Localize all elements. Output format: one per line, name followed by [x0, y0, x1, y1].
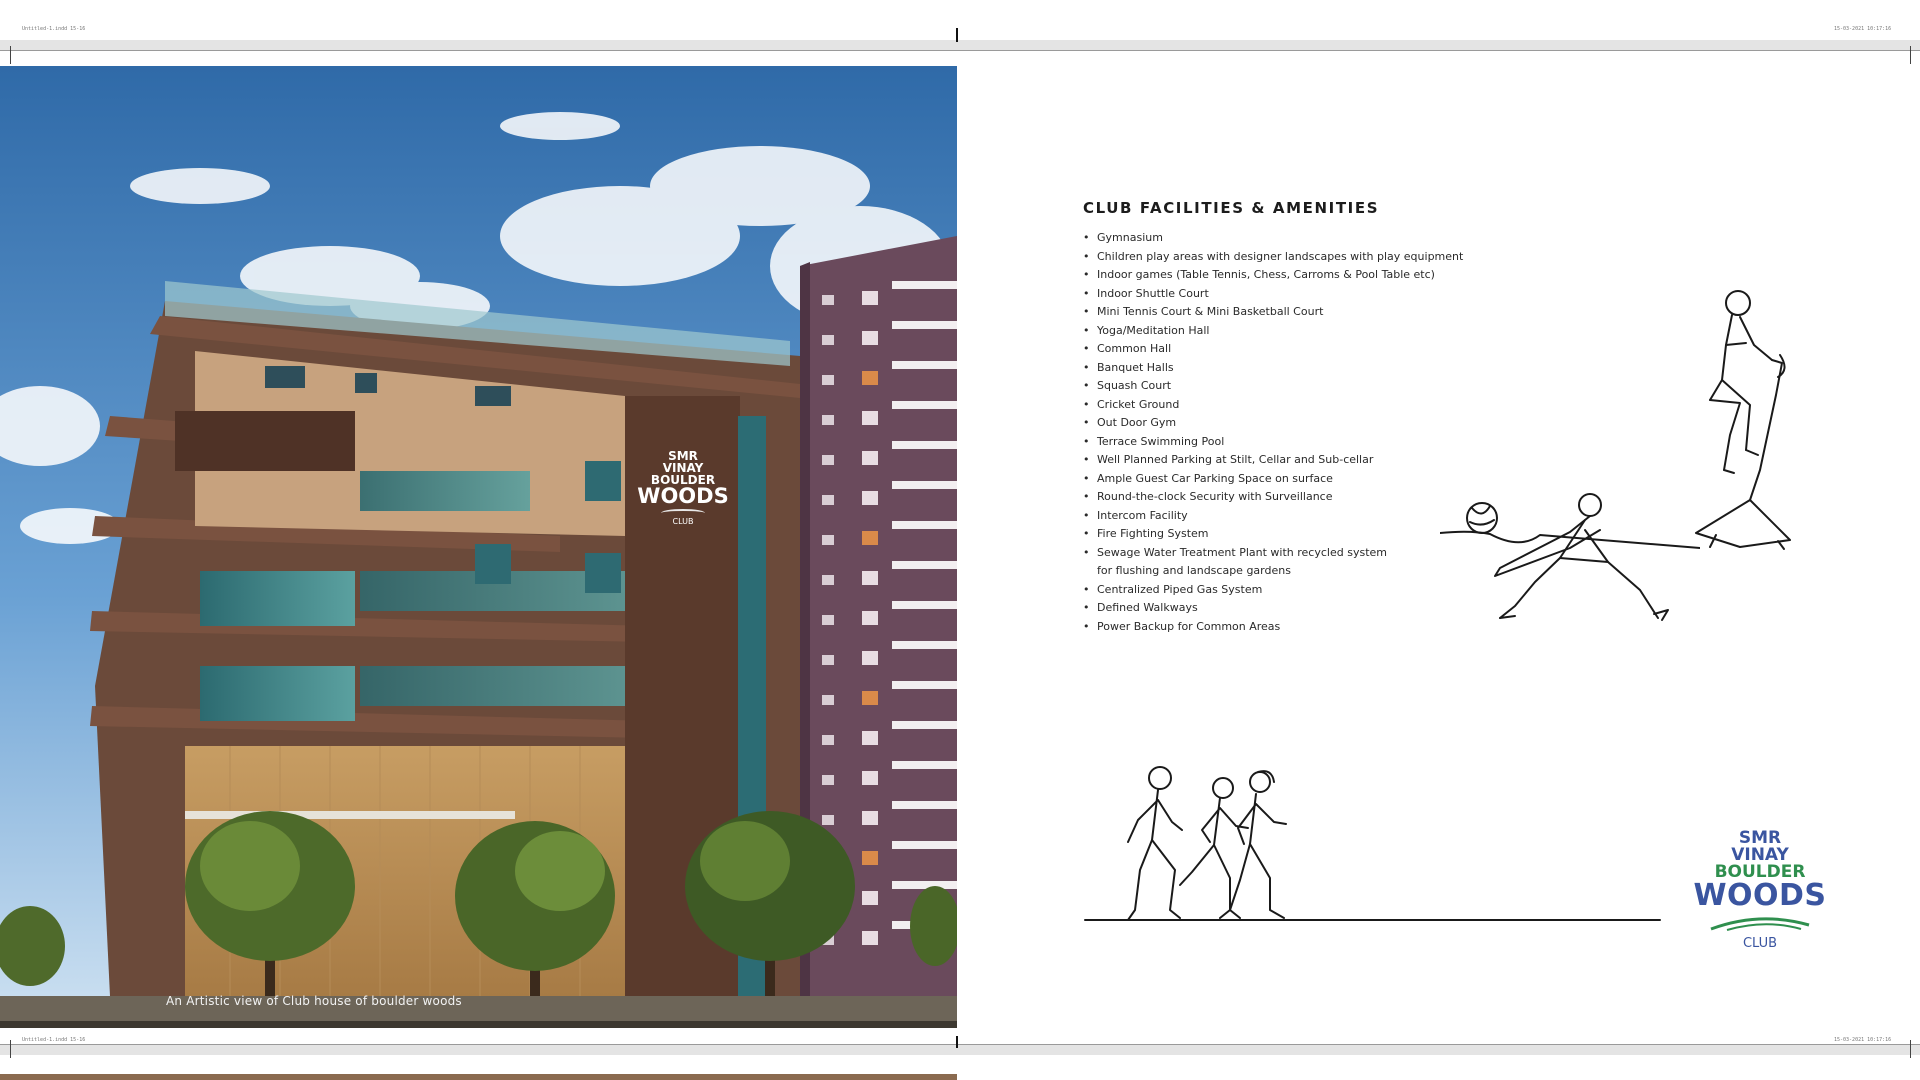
volleyball-player-sketch	[1440, 490, 1700, 650]
edge-mark-left-top	[10, 46, 11, 64]
club-house-rendering	[0, 66, 957, 1028]
tower-window	[822, 575, 834, 585]
tower-balcony	[892, 881, 957, 889]
tower-window	[822, 455, 834, 465]
tower-window	[862, 531, 878, 545]
print-mark-top-left: Untitled-1.indd 15-16	[22, 26, 86, 32]
facility-item: • Out Door Gym	[1083, 414, 1503, 433]
tower-window	[822, 695, 834, 705]
bottom-strip	[0, 1074, 957, 1080]
bottom-trim-band	[0, 1045, 1920, 1055]
building-sign-swoosh	[661, 509, 705, 517]
tower-window	[822, 815, 834, 825]
edge-mark-left-bottom	[10, 1040, 11, 1058]
print-mark-top-right: 15-03-2021 10:17:16	[1834, 26, 1892, 32]
facility-item: • Sewage Water Treatment Plant with recycled system	[1083, 544, 1503, 563]
rendering-caption: An Artistic view of Club house of boulder woods	[166, 994, 462, 1008]
building-sign-club: CLUB	[672, 517, 694, 526]
tower-window	[862, 371, 878, 385]
facility-item: • Cricket Ground	[1083, 396, 1503, 415]
logo-vinay: VINAY	[1731, 845, 1789, 865]
tower-window	[862, 891, 878, 905]
tower-window	[862, 291, 878, 305]
building-sign-woods: WOODS	[637, 484, 729, 508]
facility-item: • Yoga/Meditation Hall	[1083, 322, 1503, 341]
tower-window	[862, 571, 878, 585]
tower-balcony	[892, 481, 957, 489]
top-trim-line	[0, 50, 1920, 51]
tower-window	[862, 651, 878, 665]
tower-balcony	[892, 321, 957, 329]
tower-window	[862, 451, 878, 465]
tower-window	[862, 731, 878, 745]
tower-balcony	[892, 441, 957, 449]
facility-item: • Power Backup for Common Areas	[1083, 618, 1503, 637]
logo-woods: WOODS	[1693, 878, 1827, 913]
building-sign	[628, 450, 738, 526]
tower-window	[822, 495, 834, 505]
logo-club: CLUB	[1742, 936, 1778, 951]
tower-window	[822, 735, 834, 745]
tower-balcony	[892, 401, 957, 409]
spine-mark-bottom	[956, 1036, 958, 1048]
facility-item: • Children play areas with designer landscapes with play equipment	[1083, 248, 1503, 267]
tower-balcony	[892, 721, 957, 729]
print-mark-bottom-right: 15-03-2021 10:17:16	[1834, 1037, 1892, 1043]
logo-swoosh-icon	[1705, 915, 1815, 931]
facility-item: • Gymnasium	[1083, 229, 1503, 248]
tower-balcony	[892, 561, 957, 569]
facility-item: for flushing and landscape gardens	[1097, 564, 1291, 577]
tower-window	[822, 655, 834, 665]
facility-item: • Common Hall	[1083, 340, 1503, 359]
facilities-heading: CLUB FACILITIES & AMENITIES	[1083, 199, 1380, 217]
building-sign-vinay: VINAY	[662, 461, 704, 475]
facility-item: • Centralized Piped Gas System	[1083, 581, 1503, 600]
tower-window	[862, 611, 878, 625]
facility-item: • Indoor games (Table Tennis, Chess, Carroms & Pool Table etc)	[1083, 266, 1503, 285]
tower-window	[862, 491, 878, 505]
tower-window	[862, 811, 878, 825]
tower-balcony	[892, 281, 957, 289]
rendering-svg	[0, 66, 957, 1028]
facility-item: • Terrace Swimming Pool	[1083, 433, 1503, 452]
spine-mark-top	[956, 28, 958, 42]
logo-smr: SMR	[1738, 828, 1782, 848]
facility-item: • Mini Tennis Court & Mini Basketball Court	[1083, 303, 1503, 322]
facility-item: • Well Planned Parking at Stilt, Cellar and Sub-cellar	[1083, 451, 1503, 470]
tower-window	[862, 931, 878, 945]
tower-window	[822, 775, 834, 785]
tower-balcony	[892, 521, 957, 529]
tower-window	[822, 335, 834, 345]
building-sign-boulder: BOULDER	[650, 473, 716, 487]
facility-item: • Banquet Halls	[1083, 359, 1503, 378]
building-sign-smr: SMR	[668, 449, 698, 463]
tower-window	[862, 691, 878, 705]
facility-item: • Squash Court	[1083, 377, 1503, 396]
tower-balcony	[892, 681, 957, 689]
facility-item: • Intercom Facility	[1083, 507, 1503, 526]
tower-window	[862, 851, 878, 865]
tower-window	[822, 295, 834, 305]
facility-item: • Round-the-clock Security with Surveillance	[1083, 488, 1503, 507]
club-logo	[1680, 830, 1840, 950]
facility-item: • Ample Guest Car Parking Space on surface	[1083, 470, 1503, 489]
bottom-trim-line	[0, 1044, 1920, 1045]
facility-item: • Indoor Shuttle Court	[1083, 285, 1503, 304]
tower-window	[862, 411, 878, 425]
facility-item: • Defined Walkways	[1083, 599, 1503, 618]
tower-window	[822, 535, 834, 545]
tower-window	[822, 415, 834, 425]
top-trim-band	[0, 40, 1920, 50]
tower-balcony	[892, 361, 957, 369]
tower-balcony	[892, 841, 957, 849]
logo-boulder: BOULDER	[1714, 862, 1806, 882]
tower-window	[862, 771, 878, 785]
tower-window	[822, 615, 834, 625]
tower-window	[822, 375, 834, 385]
tower-window	[862, 331, 878, 345]
facility-item: • Fire Fighting System	[1083, 525, 1503, 544]
tower-balcony	[892, 601, 957, 609]
edge-mark-right-bottom	[1910, 1040, 1911, 1058]
tower-balcony	[892, 801, 957, 809]
tower-balcony	[892, 641, 957, 649]
edge-mark-right-top	[1910, 46, 1911, 64]
print-mark-bottom-left: Untitled-1.indd 15-16	[22, 1037, 86, 1043]
tower-balcony	[892, 761, 957, 769]
runners-sketch	[1080, 760, 1680, 935]
